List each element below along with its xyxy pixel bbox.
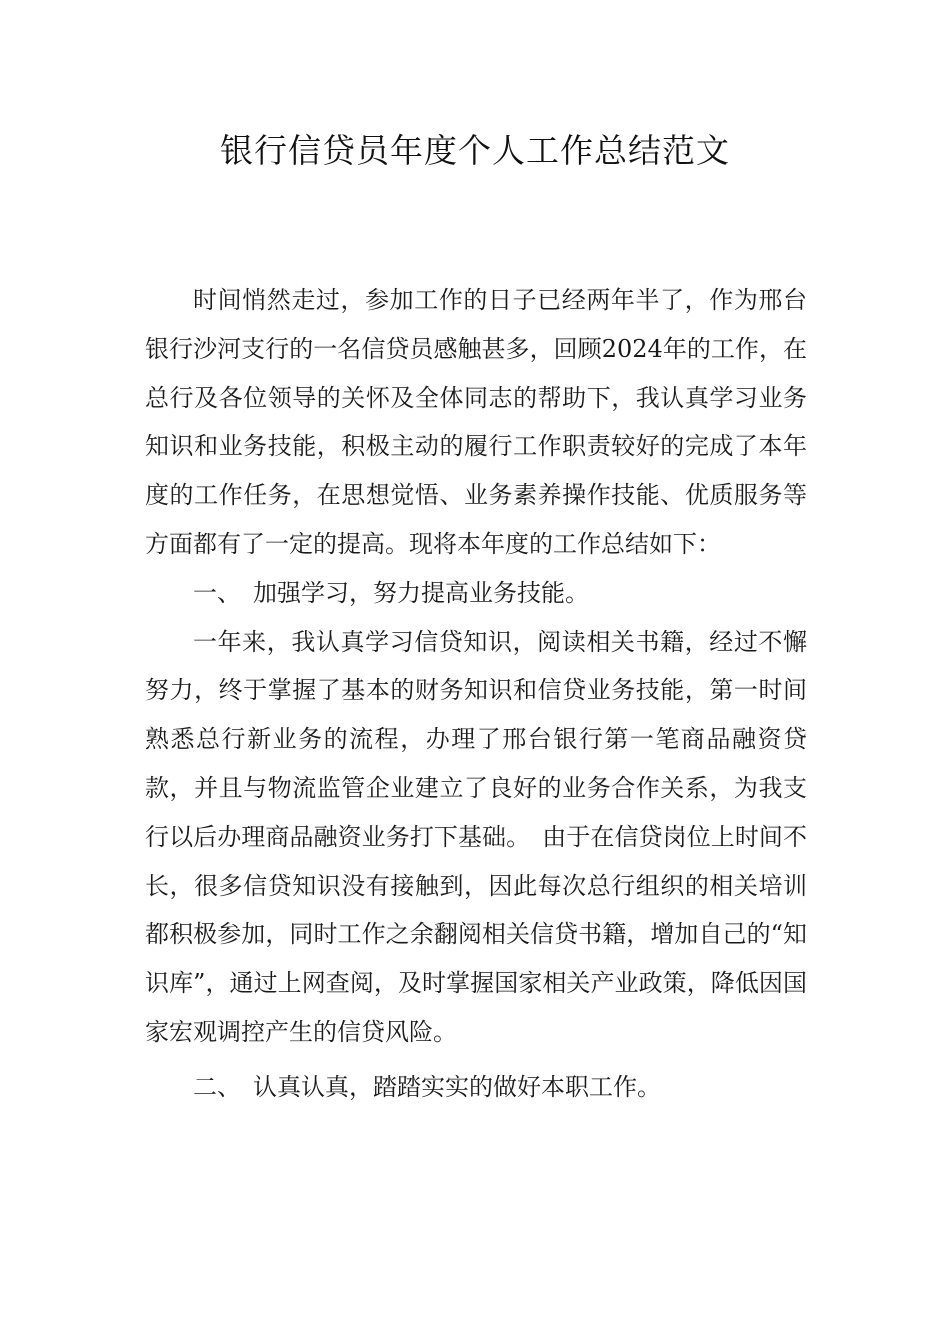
- section-heading-1: 一、 加强学习，努力提高业务技能。: [193, 578, 589, 607]
- section-heading-2: 二、 认真认真，踏踏实实的做好本职工作。: [193, 1072, 661, 1101]
- document-body: [145, 276, 807, 1112]
- paragraph-intro: 时间悄然走过，参加工作的日子已经两年半了，作为邢台银行沙河支行的一名信贷员感触甚多，回顾2024年的工作，在总行及各位领导的关怀及全体同志的帮助下，我认真学习业务知识和业务技能，积极主动的履行工作职责较好的完成了本年度的工作任务，在思想觉悟、业务素养操作技能、优质服务等方面都有了一定的提高。现将本年度的工作总结如下：: [145, 286, 807, 558]
- paragraph-section-1: 一年来，我认真学习信贷知识，阅读相关书籍，经过不懈努力，终于掌握了基本的财务知识和信贷业务技能，第一时间熟悉总行新业务的流程，办理了邢台银行第一笔商品融资贷款，并且与物流监管企业建立了良好的业务合作关系，为我支行以后办理商品融资业务打下基础。 由于在信贷岗位上时间不长，很多信贷知识没有接触到，因此每次总行组织的相关培训都积极参加，同时工作之余翻阅相关信贷书籍，增加自己的“知识库”，通过上网查阅，及时掌握国家相关产业政策，降低因国家宏观调控产生的信贷风险。: [145, 627, 807, 1046]
- document-title: 银行信贷员年度个人工作总结范文: [220, 131, 730, 170]
